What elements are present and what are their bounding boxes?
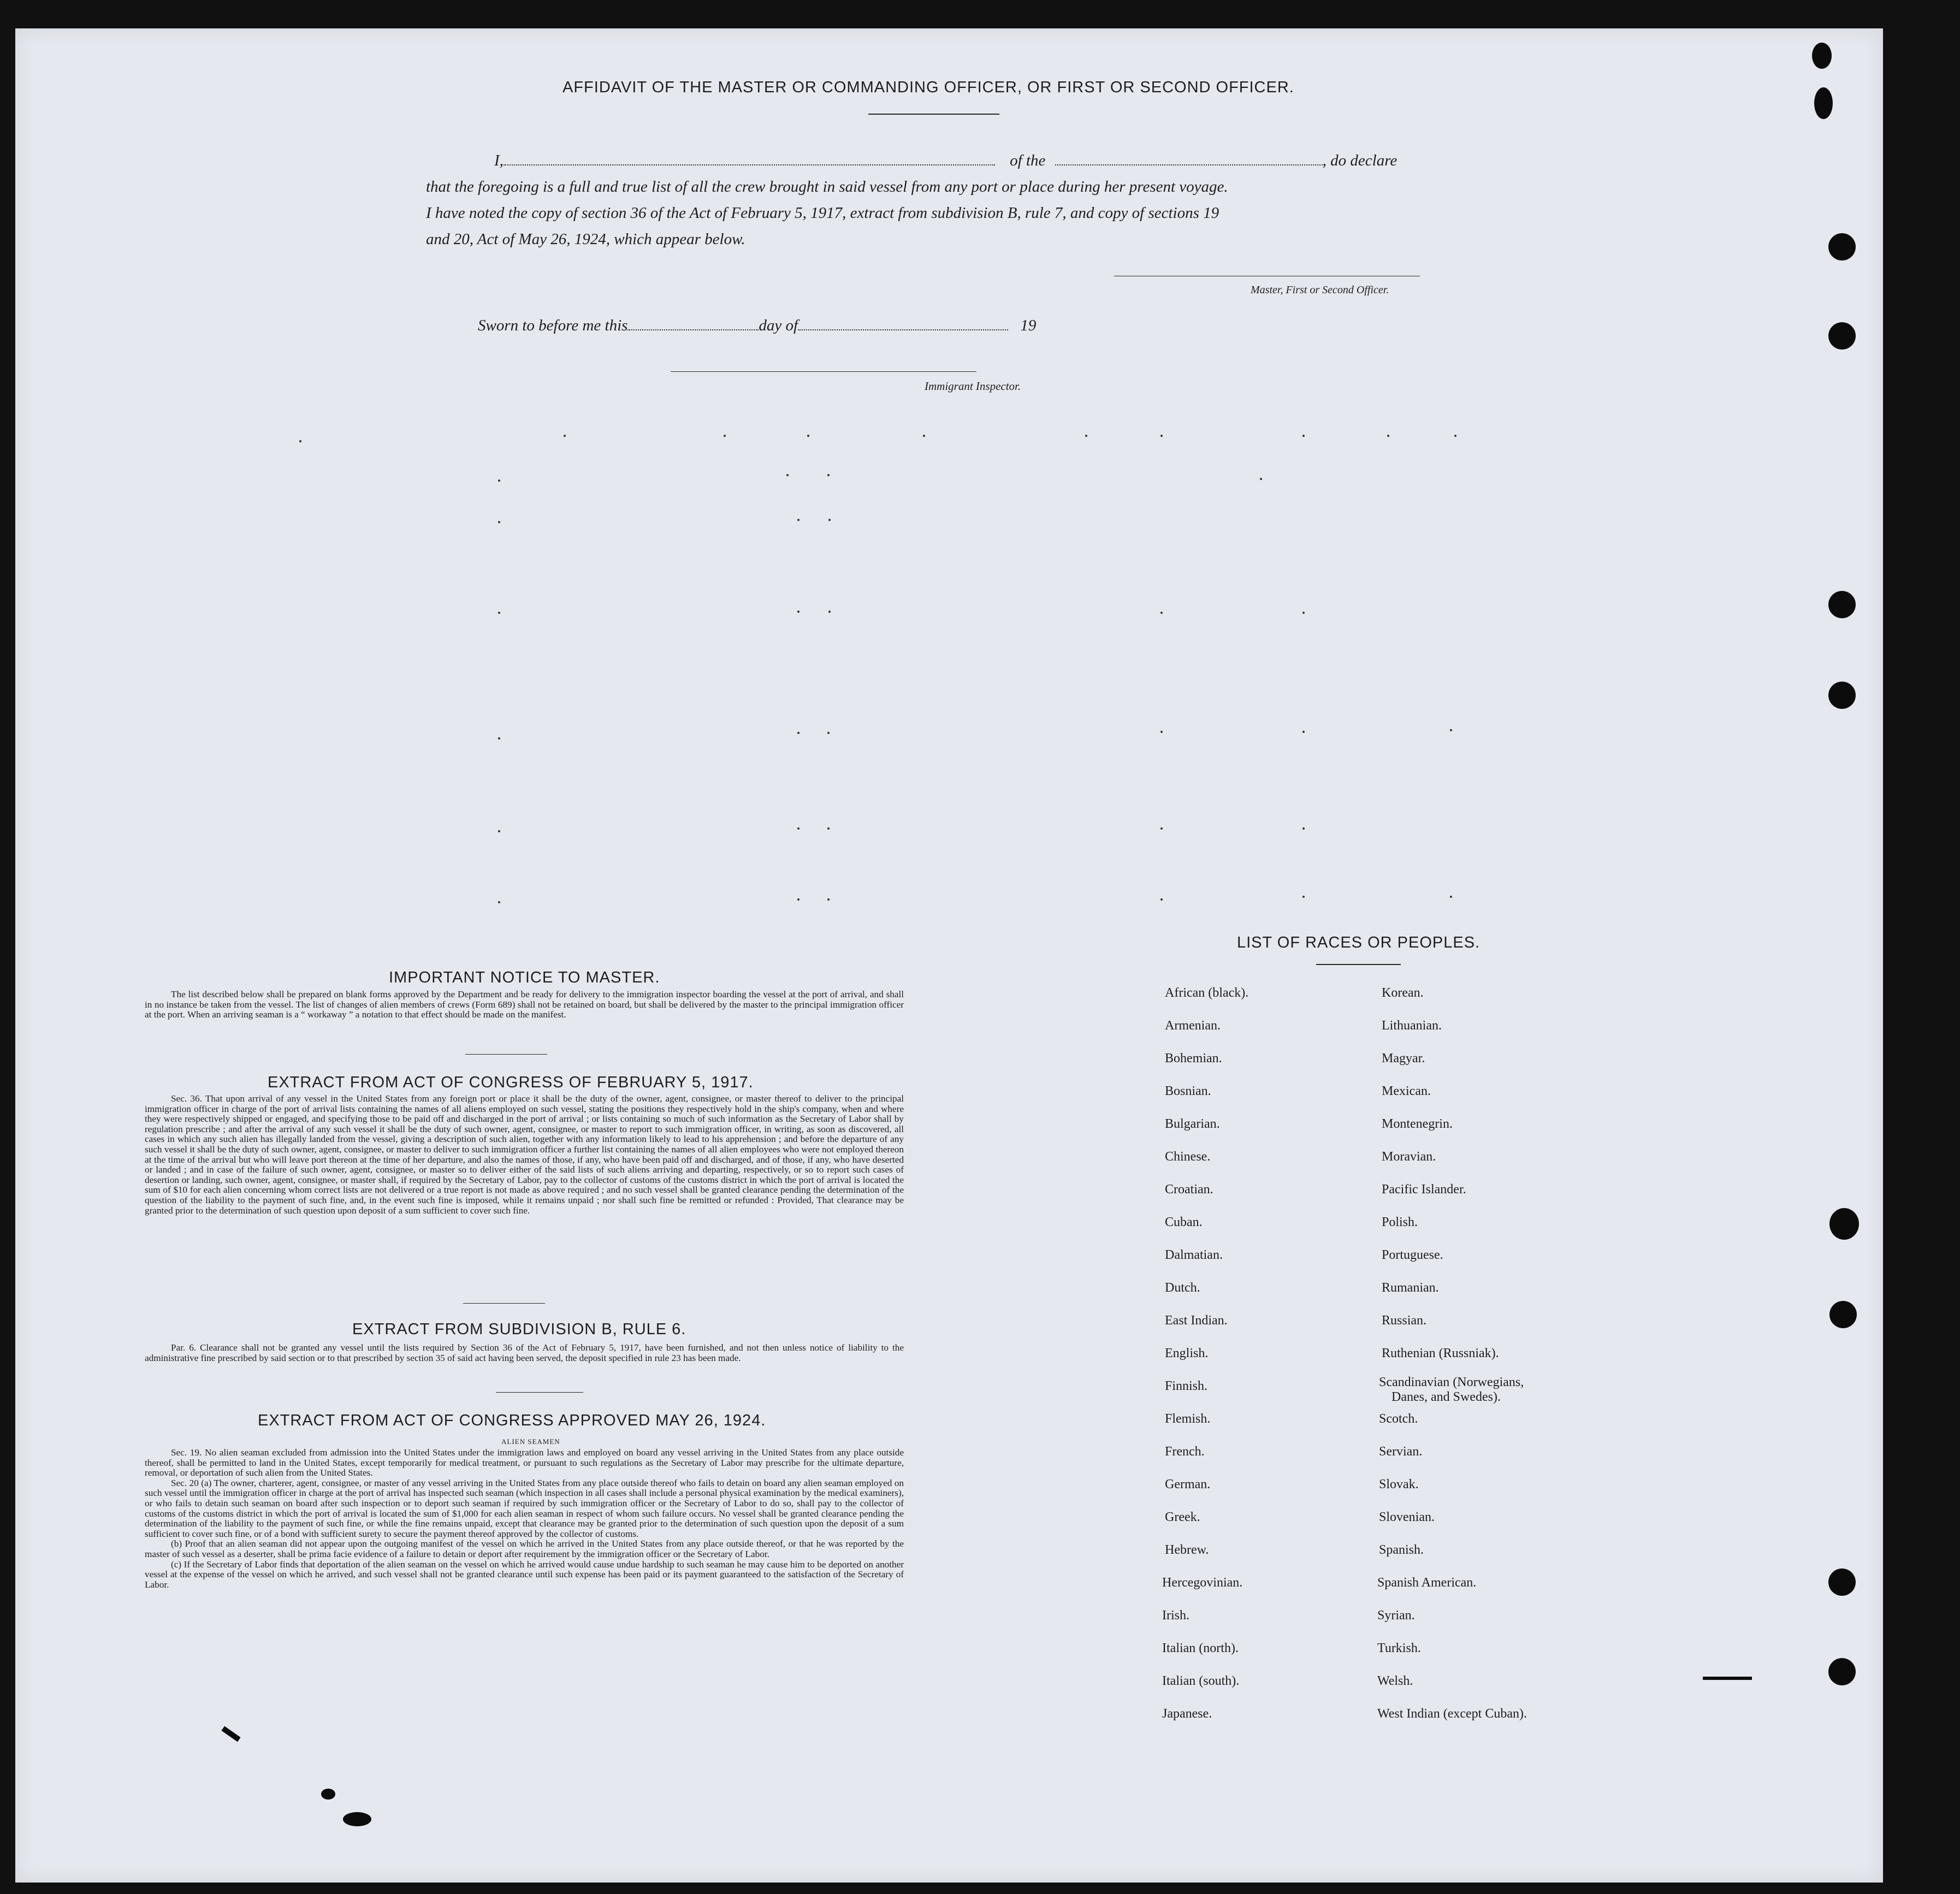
races-title: LIST OF RACES OR PEOPLES. (1237, 934, 1481, 951)
race-left-item: Bohemian. (1165, 1051, 1222, 1066)
sec-20a: Sec. 20 (a) The owner, charterer, agent, consignee, or master of any vessel arriving in the United States from any place outside thereof who fails to detain on board any alien seaman employed on such vessel until the immigration officer in charge at the port of arrival has inspected such seaman (which inspection in all cases shall include a personal physical examination by the medical examiners), or who fails to detain such seaman on board after such inspection or to deport such seaman if required by such immigration officer or the Secretary of Labor to do so, shall pay to the collector of customs of the customs district in which the port of arrival is located the sum of $1,000 for each alien seaman in respect of whom such failure occurs. No vessel shall be granted clearance pending the determination of the liability to the payment of such fine, or while the fine remains unpaid, except that clearance may be granted prior to the determination of such question upon the deposit of a sum sufficient to cover such fine, or of a bond with sufficient surety to secure the payment thereof approved by the collector of customs. (145, 1477, 904, 1539)
race-left-item: Bulgarian. (1165, 1117, 1220, 1131)
divider (465, 1054, 547, 1055)
sec-20b: (b) Proof that an alien seaman did not appear upon the outgoing manifest of the vessel on which he arrived in the United States from any place outside thereof, or that he was reported by the master of such vessel as a deserter, shall be prima facie evidence of a failure to detain or deport after requirement by the immigration officer or the Secretary of Labor. (145, 1538, 904, 1559)
sworn-label: Sworn to before me this (478, 317, 628, 334)
form-page (15, 28, 1883, 1883)
day-blank[interactable] (627, 329, 759, 330)
notice-body: The list described below shall be prepared on blank forms approved by the Department and be ready for delivery to the immigration inspector boarding the vessel at the port of arrival, and shall in no instance be taken from the vessel. The list of changes of alien members of crews (Form 689) shall not be retained on board, but shall be delivered by the master to the principal immigration officer at the port. When an arriving seaman is a “ workaway ” a notation to that effect should be made on the manifest. (145, 989, 904, 1020)
race-right-item: Korean. (1382, 986, 1424, 1000)
race-left-item: Finnish. (1165, 1379, 1208, 1393)
race-left-item: Bosnian. (1165, 1084, 1211, 1098)
divider (868, 114, 999, 115)
rule6-body: Par. 6. Clearance shall not be granted any vessel until the lists required by Section 36 of the Act of February 5, 1917, have been furnished, and not then unless notice of liability to the administrative fine prescribed by said section or to that prescribed by section 35 of said act having been served, the deposit specified in rule 23 has been made. (145, 1342, 904, 1363)
month-blank[interactable] (798, 329, 1008, 330)
affidavit-line3: I have noted the copy of section 36 of the Act of February 5, 1917, extract from subdivision B, rule 7, and copy of sections 19 (426, 204, 1219, 222)
race-right-item: West Indian (except Cuban). (1377, 1707, 1527, 1721)
race-right-item: Lithuanian. (1382, 1019, 1442, 1033)
of-the-label: of the (1010, 152, 1046, 169)
race-left-item: East Indian. (1165, 1313, 1228, 1328)
race-right-item: Scotch. (1379, 1412, 1418, 1426)
race-right-item: Turkish. (1377, 1641, 1421, 1655)
race-left-item: Dutch. (1165, 1281, 1200, 1295)
race-right-item: Portuguese. (1382, 1248, 1443, 1262)
race-right-item: Pacific Islander. (1382, 1182, 1466, 1197)
notice-title: IMPORTANT NOTICE TO MASTER. (389, 969, 660, 986)
vessel-blank[interactable] (1055, 164, 1323, 165)
race-right-item: Moravian. (1382, 1150, 1436, 1164)
race-left-item: Italian (south). (1162, 1674, 1240, 1688)
extract-1917-title: EXTRACT FROM ACT OF CONGRESS OF FEBRUARY 5, 1917. (268, 1074, 754, 1091)
race-left-item: Armenian. (1165, 1019, 1221, 1033)
race-right-item: Spanish American. (1377, 1576, 1477, 1590)
divider (1316, 964, 1401, 965)
race-left-item: French. (1165, 1445, 1205, 1459)
affidavit-line1 (494, 152, 1397, 170)
affidavit-title: AFFIDAVIT OF THE MASTER OR COMMANDING OFFICER, OR FIRST OR SECOND OFFICER. (562, 79, 1294, 96)
race-right-item: Spanish. (1379, 1543, 1424, 1557)
race-left-item: German. (1165, 1477, 1211, 1491)
race-left-item: Cuban. (1165, 1215, 1203, 1229)
race-left-item: Japanese. (1162, 1707, 1212, 1721)
i-label: I, (494, 152, 504, 169)
do-declare-label: , do declare (1322, 152, 1398, 169)
sworn-line (478, 317, 1036, 335)
race-left-item: Hebrew. (1165, 1543, 1209, 1557)
rule6-title: EXTRACT FROM SUBDIVISION B, RULE 6. (352, 1321, 686, 1338)
sec-19: Sec. 19. No alien seaman excluded from admission into the United States under the immigration laws and employed on board any vessel arriving in the United States from any place outside thereof, shall be permitted to land in the United States, except temporarily for medical treatment, or pursuant to such regulations as the Secretary of Labor may prescribe for the ultimate departure, removal, or deportation of such alien from the United States. (145, 1447, 904, 1478)
extract-1917-body: Sec. 36. That upon arrival of any vessel in the United States from any foreign port or place it shall be the duty of the owner, agent, consignee, or master thereof to deliver to the principal immigration officer in charge of the port of arrival lists containing the names of all aliens employed on such vessel, stating the positions they respectively hold in the ship's company, when and where they were respectively shipped or engaged, and specifying those to be paid off and discharged in the port of arrival ; or lists containing so much of such information as the Secretary of Labor shall by regulation prescribe ; and after the arrival of any such vessel it shall be the duty of such owner, agent, consignee, or master to report to such immigration officer, in writing, as soon as discovered, all cases in which any such alien has illegally landed from the vessel, giving a description of such alien, together with any information likely to lead to his apprehension ; and before the departure of any such vessel it shall be the duty of such owner, agent, consignee, or master to deliver to such immigration officer a further list containing the names of all alien employees who were not employed thereon at the time of the arrival but who will leave port thereon at the time of her departure, and also the names of those, if any, who have been paid off and discharged, and of those, if any, who have deserted or landed ; and in case of the failure of such owner, agent, consignee, or master so to deliver either of the said lists of such aliens arriving and departing, respectively, or so to report such cases of desertion or landing, such owner, agent, consignee, or master shall, if required by the Secretary of Labor, pay to the collector of customs of the customs district in which the port of arrival is located the sum of $10 for each alien concerning whom correct lists are not delivered or a true report is not made as above required ; and no such vessel shall be granted clearance pending the determination of the question of the liability to the payment of such fine, and, in the event such fine is imposed, while it remains unpaid ; nor shall such fine be remitted or refunded : Provided, That clearance may be granted prior to the determination of such question upon deposit of a sum sufficient to cover such fine. (145, 1093, 904, 1216)
race-right-item: Servian. (1379, 1445, 1423, 1459)
race-right-item: Polish. (1382, 1215, 1418, 1229)
race-right-item: Russian. (1382, 1313, 1427, 1328)
affidavit-line4: and 20, Act of May 26, 1924, which appear below. (426, 230, 745, 248)
race-right-item: Montenegrin. (1382, 1117, 1453, 1131)
alien-seamen-subtitle: ALIEN SEAMEN (501, 1437, 560, 1446)
race-right-item: Syrian. (1377, 1608, 1415, 1623)
race-right-item: Welsh. (1377, 1674, 1413, 1688)
race-left-item: Greek. (1165, 1510, 1200, 1524)
affidavit-line2: that the foregoing is a full and true list of all the crew brought in said vessel from any port or place during her present voyage. (426, 178, 1228, 196)
race-right-item: Rumanian. (1382, 1281, 1439, 1295)
sec-20c: (c) If the Secretary of Labor finds that deportation of the alien seaman on the vessel on which he arrived would cause undue hardship to such seaman he may cause him to be deported on another vessel at the expense of the vessel on which he arrived, and such vessel shall not be granted clearance until such expense has been paid or its payment guaranteed to the satisfaction of the Secretary of Labor. (145, 1559, 904, 1590)
officer-signature-caption: Master, First or Second Officer. (1251, 284, 1389, 296)
extract-1924-body (145, 1448, 904, 1590)
inspector-signature-line[interactable] (671, 371, 976, 372)
race-left-item: English. (1165, 1346, 1209, 1360)
race-left-item: Hercegovinian. (1162, 1576, 1243, 1590)
extract-1924-title: EXTRACT FROM ACT OF CONGRESS APPROVED MAY 26, 1924. (258, 1412, 766, 1429)
divider (496, 1392, 583, 1393)
race-right-item: Mexican. (1382, 1084, 1431, 1098)
race-left-item: Irish. (1162, 1608, 1189, 1623)
name-blank[interactable] (504, 164, 995, 165)
race-right-item: Scandinavian (Norwegians, (1379, 1375, 1524, 1389)
year-label: 19 (1020, 317, 1037, 334)
race-left-item: Chinese. (1165, 1150, 1211, 1164)
inspector-signature-caption: Immigrant Inspector. (925, 380, 1021, 393)
race-left-item: African (black). (1165, 986, 1249, 1000)
day-of-label: day of (759, 317, 798, 334)
race-left-item: Flemish. (1165, 1412, 1211, 1426)
race-right-item: Ruthenian (Russniak). (1382, 1346, 1499, 1360)
race-right-item: Slovak. (1379, 1477, 1419, 1491)
race-right-item: Magyar. (1382, 1051, 1425, 1066)
race-left-item: Dalmatian. (1165, 1248, 1223, 1262)
divider (463, 1303, 545, 1304)
race-right-item-cont: Danes, and Swedes). (1391, 1390, 1501, 1404)
race-right-item: Slovenian. (1379, 1510, 1435, 1524)
race-left-item: Croatian. (1165, 1182, 1213, 1197)
race-left-item: Italian (north). (1162, 1641, 1239, 1655)
